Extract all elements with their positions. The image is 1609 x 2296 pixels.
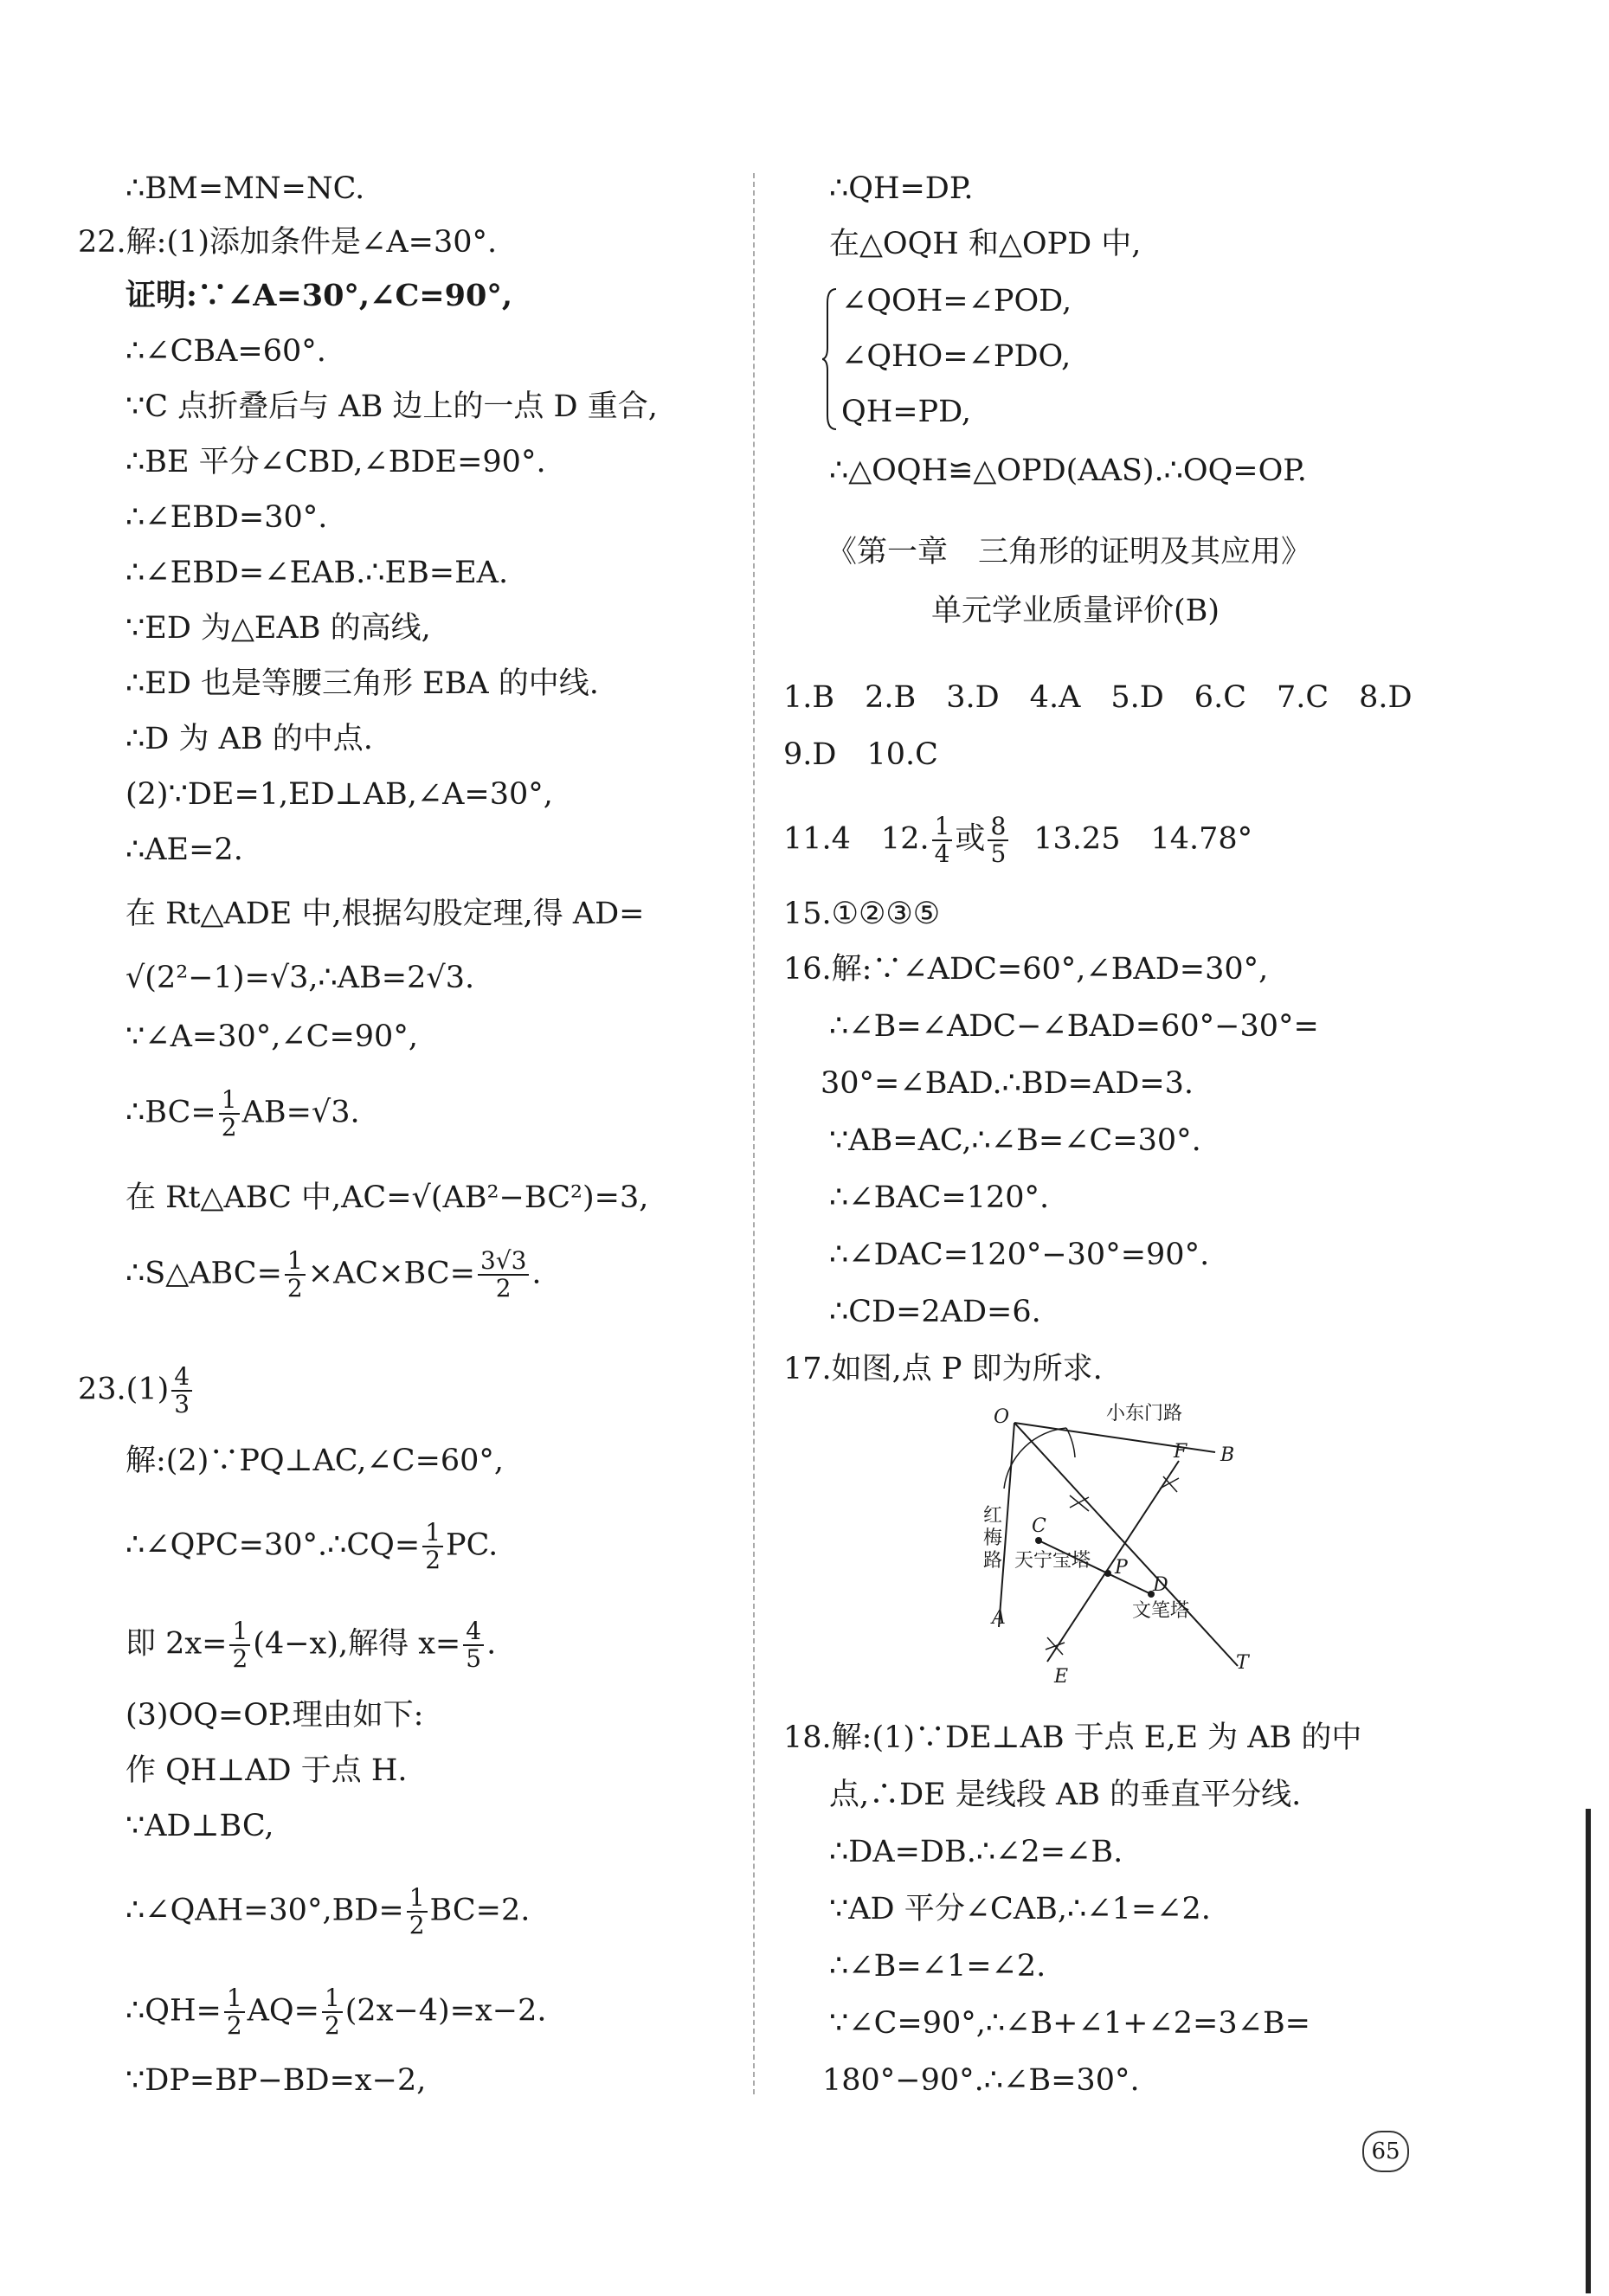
section-subtitle: 单元学业质量评价(B): [931, 594, 1220, 628]
numerator: 1: [322, 1985, 343, 2013]
fraction: [988, 814, 1008, 867]
text-part: ∴∠QPC=30°.∴CQ=: [126, 1527, 421, 1563]
text-line: (2)∵DE=1,ED⊥AB,∠A=30°,: [126, 777, 553, 812]
text-line: ∴∠B=∠1=∠2.: [829, 1949, 1046, 1984]
text-line: ∴AE=2.: [126, 833, 243, 867]
fraction: [322, 1985, 343, 2039]
text-line: ∴ED 也是等腰三角形 EBA 的中线.: [126, 666, 599, 701]
text-line: 点,∴DE 是线段 AB 的垂直平分线.: [829, 1778, 1302, 1812]
text-line: 17.如图,点 P 即为所求.: [783, 1352, 1103, 1386]
text-line: 180°−90°.∴∠B=30°.: [822, 2063, 1140, 2098]
text-part: 11.4 12.: [783, 821, 930, 857]
text-line: [783, 814, 1252, 867]
text-part: ∴QH=: [126, 1993, 222, 2029]
text-line: √(2²−1)=√3,∴AB=2√3.: [126, 961, 475, 995]
denominator: 2: [324, 2011, 340, 2040]
text-line: 1.B 2.B 3.D 4.A 5.D 6.C 7.C 8.D: [783, 680, 1413, 715]
text-line: ∠QHO=∠PDO,: [841, 339, 1072, 374]
fraction: [932, 814, 953, 867]
text-line: ∴△OQH≌△OPD(AAS).∴OQ=OP.: [829, 453, 1307, 488]
text-line: 解:(2)∵PQ⊥AC,∠C=60°,: [126, 1444, 505, 1478]
numerator: 1: [229, 1618, 250, 1646]
point-c: [1035, 1537, 1042, 1544]
label-t: T: [1236, 1652, 1249, 1674]
numerator: 3√3: [478, 1248, 529, 1276]
page-number: 65: [1362, 2131, 1409, 2172]
denominator: 5: [990, 839, 1007, 868]
label-tianning-pagoda: 天宁宝塔: [1014, 1550, 1091, 1572]
fraction: [219, 1087, 240, 1141]
text-part: PC.: [446, 1527, 499, 1563]
numerator: 4: [171, 1364, 192, 1392]
text-line: 证明:∵∠A=30°,∠C=90°,: [126, 278, 513, 313]
text-part: ∴S△ABC=: [126, 1256, 282, 1291]
denominator: 5: [466, 1644, 482, 1673]
road-label-xiaodongmen: 小东门路: [1106, 1403, 1183, 1425]
denominator: 2: [425, 1546, 441, 1574]
text-part: 23.(1): [78, 1372, 170, 1407]
text-line: 22.解:(1)添加条件是∠A=30°.: [78, 225, 498, 260]
text-part: .: [531, 1256, 542, 1291]
text-part: ×AC×BC=: [307, 1256, 475, 1291]
fraction: [422, 1520, 443, 1573]
text-part: 13.25 14.78°: [1033, 821, 1253, 857]
text-line: ∵∠A=30°,∠C=90°,: [126, 1019, 418, 1054]
text-line: ∴∠BAC=120°.: [829, 1180, 1050, 1215]
text-part: .: [486, 1626, 497, 1662]
text-line: QH=PD,: [841, 395, 972, 429]
label-f: F: [1174, 1441, 1187, 1463]
text-line: 18.解:(1)∵DE⊥AB 于点 E,E 为 AB 的中: [783, 1720, 1362, 1755]
denominator: 2: [221, 1113, 237, 1142]
text-line: 在 Rt△ADE 中,根据勾股定理,得 AD=: [126, 897, 645, 931]
text-part: 或: [955, 821, 986, 857]
label-wenbi-pagoda: 文笔塔: [1132, 1600, 1190, 1622]
denominator: 4: [934, 839, 950, 868]
text-line: ∴CD=2AD=6.: [829, 1295, 1041, 1329]
text-line: ∵AB=AC,∴∠B=∠C=30°.: [829, 1123, 1201, 1158]
denominator: 2: [286, 1274, 303, 1302]
text-part: (2x−4)=x−2.: [344, 1993, 547, 2029]
text-line: 在 Rt△ABC 中,AC=√(AB²−BC²)=3,: [126, 1180, 649, 1215]
label-a: A: [992, 1607, 1006, 1629]
text-line: [126, 1248, 542, 1302]
text-line: ∠QOH=∠POD,: [841, 284, 1072, 318]
text-line: [126, 1520, 498, 1573]
numerator: 1: [224, 1985, 245, 2013]
denominator: 2: [226, 2011, 242, 2040]
text-line: 15.①②③⑤: [783, 897, 941, 931]
numerator: 1: [285, 1248, 306, 1276]
denominator: 2: [495, 1274, 512, 1302]
text-part: ∴∠QAH=30°,BD=: [126, 1893, 404, 1928]
text-line: ∴BM=MN=NC.: [126, 171, 365, 206]
label-p: P: [1115, 1557, 1128, 1579]
text-line: ∴QH=DP.: [829, 171, 974, 206]
text-line: 30°=∠BAD.∴BD=AD=3.: [821, 1066, 1194, 1101]
section-title: 《第一章 三角形的证明及其应用》: [827, 535, 1312, 569]
text-line: ∴∠CBA=60°.: [126, 334, 326, 369]
text-line: (3)OQ=OP.理由如下:: [126, 1698, 424, 1733]
text-part: (4−x),解得 x=: [253, 1626, 461, 1662]
column-divider: [753, 173, 755, 2094]
brace: [822, 286, 840, 433]
text-line: ∴∠B=∠ADC−∠BAD=60°−30°=: [829, 1009, 1319, 1044]
denominator: 3: [174, 1390, 190, 1418]
text-part: ∴BC=: [126, 1095, 216, 1130]
label-o: O: [994, 1406, 1010, 1428]
numerator: 1: [932, 814, 953, 841]
text-line: ∵∠C=90°,∴∠B+∠1+∠2=3∠B=: [829, 2006, 1310, 2041]
text-line: [126, 1087, 360, 1141]
numerator: 4: [463, 1618, 484, 1646]
text-line: ∵C 点折叠后与 AB 边上的一点 D 重合,: [126, 389, 658, 424]
road-char: 梅: [983, 1527, 1003, 1549]
denominator: 2: [232, 1644, 248, 1673]
numerator: 1: [219, 1087, 240, 1115]
numerator: 1: [407, 1885, 428, 1913]
text-line: [126, 1885, 530, 1939]
text-line: ∴∠EBD=30°.: [126, 500, 328, 535]
fraction: [171, 1364, 192, 1418]
fraction: [463, 1618, 484, 1672]
text-line: [78, 1364, 195, 1418]
text-part: 即 2x=: [126, 1626, 228, 1662]
fraction: [229, 1618, 250, 1672]
fraction: [478, 1248, 529, 1302]
construction-figure: [952, 1393, 1298, 1688]
fraction: [407, 1885, 428, 1939]
arc-mark: [1070, 1495, 1089, 1511]
label-d: D: [1153, 1574, 1168, 1596]
label-e: E: [1054, 1666, 1069, 1688]
text-line: ∴DA=DB.∴∠2=∠B.: [829, 1835, 1123, 1869]
text-line: ∴∠DAC=120°−30°=90°.: [829, 1238, 1210, 1272]
fraction: [224, 1985, 245, 2039]
text-line: ∴BE 平分∠CBD,∠BDE=90°.: [126, 445, 546, 479]
text-part: BC=2.: [429, 1893, 531, 1928]
text-line: ∵AD 平分∠CAB,∴∠1=∠2.: [829, 1892, 1211, 1926]
text-part: AQ=: [247, 1993, 319, 2029]
page-edge-shadow: [1586, 1809, 1591, 2293]
text-line: ∵ED 为△EAB 的高线,: [126, 611, 431, 646]
text-line: 16.解:∵∠ADC=60°,∠BAD=30°,: [783, 952, 1269, 987]
text-line: ∴D 为 AB 的中点.: [126, 722, 373, 756]
text-line: ∵AD⊥BC,: [126, 1809, 274, 1843]
numerator: 8: [988, 814, 1008, 841]
text-line: ∴∠EBD=∠EAB.∴EB=EA.: [126, 556, 509, 590]
text-line: 在△OQH 和△OPD 中,: [829, 227, 1142, 261]
road-char: 路: [983, 1550, 1003, 1572]
point-p: [1104, 1570, 1111, 1577]
label-b: B: [1220, 1444, 1235, 1466]
text-line: ∵DP=BP−BD=x−2,: [126, 2063, 427, 2098]
road-char: 红: [983, 1505, 1003, 1527]
text-part: AB=√3.: [241, 1095, 360, 1130]
numerator: 1: [422, 1520, 443, 1547]
text-line: 9.D 10.C: [783, 737, 938, 772]
text-line: 作 QH⊥AD 于点 H.: [126, 1753, 408, 1788]
arc: [1066, 1428, 1075, 1457]
text-line: [126, 1618, 496, 1672]
label-c: C: [1032, 1515, 1046, 1537]
text-line: [126, 1985, 546, 2039]
fraction: [285, 1248, 306, 1302]
denominator: 2: [409, 1911, 425, 1939]
